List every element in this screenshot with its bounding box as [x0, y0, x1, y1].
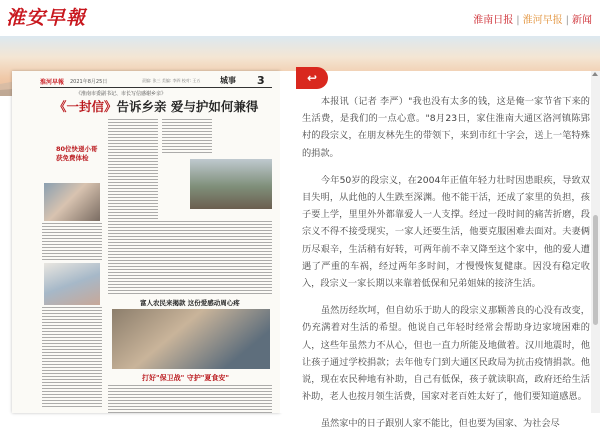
- article-paragraph: 虽然历经坎坷，但自幼乐于助人的段宗义那颗善良的心没有改变，仍充满着对生活的希望。他说自己年轻时经常会帮助身边家境困难的人，这些年虽然力不从心，但也一直力所能及地做着。汉川地震时，他让孩子通过学校捐款；去年他专门到大通区民政局为抗击疫情捐款。他说，现在农民种地有补助，自己有低保，孩子就读职高，政府还给生活补助，老人也按月领生活费，国家对老百姓太好了，他们要知道感恩。: [302, 305, 590, 403]
- text-column: [42, 307, 102, 407]
- paper-date: 2021年8月25日: [70, 79, 108, 85]
- photo-doctor: [44, 263, 100, 305]
- newspaper-page-image[interactable]: [12, 71, 280, 413]
- paper-subhead-2[interactable]: 打好"保卫战" 守护"夏食安": [142, 374, 230, 382]
- paper-section: 城事: [220, 76, 236, 85]
- text-column: [42, 223, 102, 261]
- headline-prefix: 《一封信》: [54, 99, 117, 114]
- article-body: [302, 93, 590, 443]
- paper-side-title[interactable]: 80位快递小哥获免费体检: [56, 145, 98, 162]
- site-logo[interactable]: 淮安早報: [6, 7, 87, 29]
- nav-item-huaihe-morning[interactable]: 淮河早报: [522, 15, 563, 26]
- paper-editor-line: 责编: 张三 美编: 李四 校对: 王五: [142, 78, 201, 83]
- nav-item-news[interactable]: 新闻: [572, 15, 592, 26]
- scroll-up-icon[interactable]: [592, 72, 598, 76]
- scrollbar-thumb[interactable]: [593, 215, 598, 325]
- text-column: [108, 385, 272, 413]
- photo-main: [190, 159, 272, 209]
- text-column: [162, 119, 212, 155]
- photo-donation: [112, 309, 270, 369]
- paper-kicker: 《淮南市委副书记、市长写信感谢乡亲》: [76, 91, 167, 97]
- top-nav: [473, 11, 592, 26]
- paper-masthead: 淮河早報: [40, 79, 65, 86]
- back-button[interactable]: ↩: [296, 67, 328, 89]
- text-column: [108, 221, 272, 295]
- article-paragraph: 虽然家中的日子跟别人家不能比，但也要为国家、为社会尽: [320, 418, 560, 430]
- site-header: [0, 0, 600, 36]
- paper-subhead-1[interactable]: 富人农民来揭款 这份爱感动周心疼: [140, 299, 240, 307]
- paper-page-number: 3: [257, 74, 265, 87]
- photo-checkup: [44, 183, 100, 221]
- text-column: [108, 119, 158, 219]
- article-paragraph: 今年50岁的段宗义，在2004年正值年轻力壮时因患眼疾，导致双目失明，从此他的人生跌至深渊。他不能干活，还成了家里的负担，孩子要上学，里里外外都靠爱人一人支撑。经过一段时间的痛苦折磨，段宗义不得不接受现实，一家人还要生活，他要克服困难去面对。夫妻俩历尽艰辛，生活稍有好转，可两年前不幸又降至这个家中，他的爱人遭遇了严重的车祸，经过两年多时间，才慢慢恢复健康。因没有稳定收入，段宗义一家长期以来靠着低保和兄弟姐妹的接济生活。: [302, 174, 590, 290]
- nav-item-huainan-daily[interactable]: 淮南日报: [473, 15, 514, 26]
- nav-separator: |: [516, 15, 520, 26]
- headline-rest: 告诉乡亲 爱与护如何兼得: [116, 99, 259, 114]
- nav-separator: |: [565, 15, 569, 26]
- paper-headline[interactable]: [54, 97, 258, 115]
- paper-rule: [40, 87, 272, 88]
- article-paragraph: 本报讯（记者 李严）"我也没有太多的钱，这是俺一家节省下来的生活费，是我们的一点心意。"8月23日，家住淮南大通区洛河镇陈郢村的段宗义，在朋友林先生的带领下，来到市红十字会，送上一笔特殊的捐款。: [302, 96, 590, 159]
